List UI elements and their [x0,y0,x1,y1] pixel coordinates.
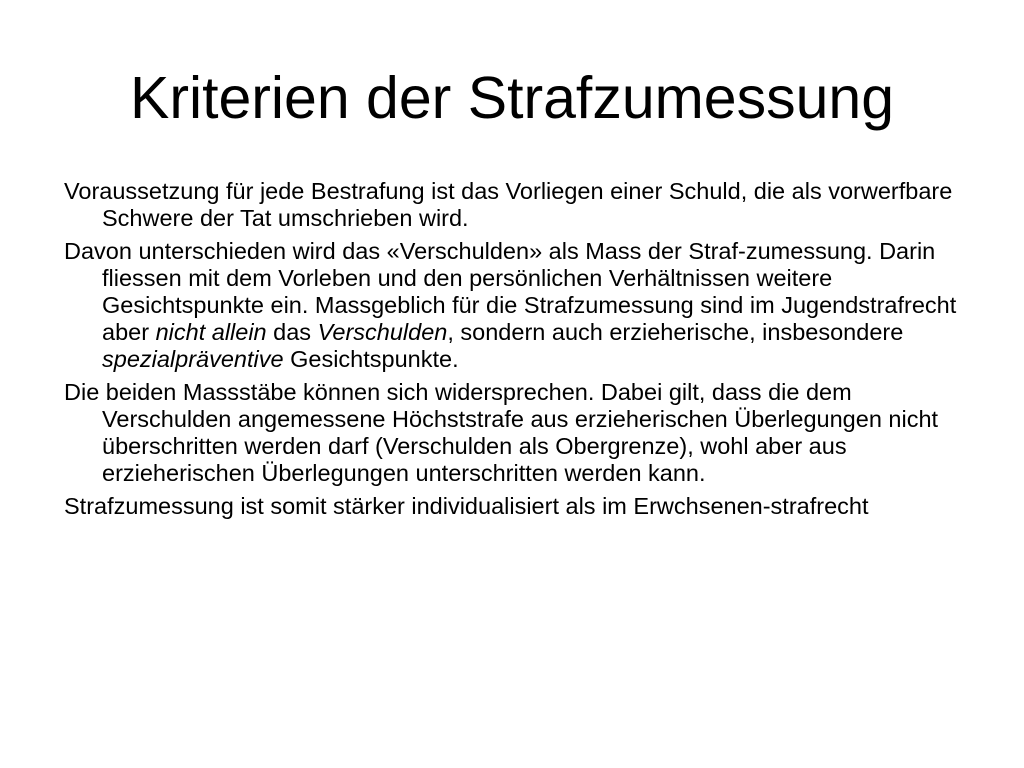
emphasis-verschulden: Verschulden [317,319,448,345]
emphasis-nicht-allein: nicht allein [155,319,267,345]
paragraph-verschulden [64,238,964,373]
paragraph-schuld: Voraussetzung für jede Bestrafung ist das Vorliegen einer Schuld, die als vorwerfbare Schwere der Tat umschrieben wird. [64,178,953,231]
paragraph-text-segment: Davon unterschieden wird das «Verschulden» als Mass der Straf-zumessung. Darin fliessen mit dem Vorleben und den persönlichen Verhältnissen weitere Gesichtspunkte ein. Massgeblich für die Strafzumessung sind im Jugendstrafrecht aber [64,238,957,345]
paragraph-individualisiert: Strafzumessung ist somit stärker individualisiert als im Erwchsenen-strafrecht [64,493,869,519]
slide-title: Kriterien der Strafzumessung [129,65,895,131]
paragraph-text-segment: das [266,319,318,345]
paragraph-text-segment: , sondern auch erzieherische, insbesondere [447,319,904,345]
paragraph-massstaebe: Die beiden Massstäbe können sich widersprechen. Dabei gilt, dass die dem Verschulden angemessene Höchststrafe aus erzieherischen Überlegungen nicht überschritten werden darf (Verschulden als Obergrenze), wohl aber aus erzieherischen Überlegungen unterschritten werden kann. [64,379,939,486]
paragraph-text-segment: Gesichtspunkte. [283,346,459,372]
emphasis-spezialpraeventive: spezialpräventive [102,346,284,372]
slide-body [64,178,964,526]
